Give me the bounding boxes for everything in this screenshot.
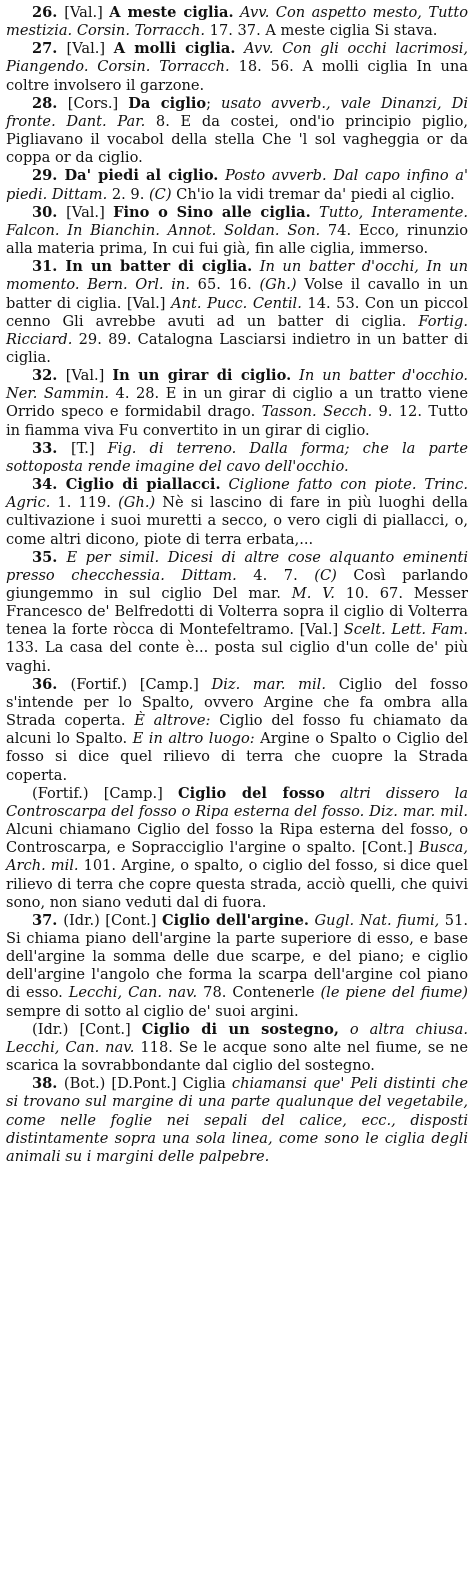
body-text: 51. Si chiama piano dell'argine la parte superiore di esso, e base dell'argine la somma delle due scarpe, e del piano; e ciglio dell'argine l'angolo che forma la scarpa dell'argine col piano di esso.	[6, 911, 468, 1002]
italic-text: Posto avverb. Dal capo infino a' piedi. Dittam.	[6, 167, 468, 203]
entry-32	[6, 367, 468, 440]
body-text: (Idr.) [Cont.]	[63, 911, 162, 929]
entry-number: 29.	[32, 167, 65, 185]
italic-text: Tutto, Interamente. Falcon. In Bianchin. Annot. Soldan. Son.	[6, 203, 469, 239]
italic-text: (Gh.)	[118, 494, 156, 512]
italic-text: (C)	[314, 566, 337, 584]
italic-text: In un batter d'occhi, In un momento. Bern. Orl. in.	[6, 258, 468, 294]
italic-text: Lecchi, Can. nav.	[68, 984, 198, 1002]
body-text: 2. 9.	[107, 185, 149, 203]
headword: In un batter di ciglia.	[65, 258, 253, 276]
entry-36-ciglio-del-fosso	[6, 785, 468, 912]
body-text: 4. 7.	[236, 566, 315, 584]
body-text: 17. 37. A meste ciglia Si stava.	[205, 22, 438, 40]
body-text: 14. 53. Con un piccol cenno Gli avrebbe avuti ad un batter di ciglia.	[6, 294, 468, 330]
entry-26	[6, 4, 468, 40]
entry-30	[6, 204, 468, 258]
italic-text: In un batter d'occhio. Ner. Sammin.	[6, 367, 469, 403]
body-text: [T.]	[70, 439, 108, 457]
body-text: 29. 89. Catalogna Lasciarsi indietro in un batter di ciglia.	[6, 330, 468, 366]
body-text: (Bot.) [D.Pont.] Ciglia	[63, 1075, 232, 1093]
italic-text: Ciglione fatto con piote. Trinc. Agric.	[6, 476, 468, 512]
entry-number: 36.	[32, 675, 71, 693]
body-text: 65. 16.	[189, 276, 260, 294]
entry-number: 37.	[32, 911, 64, 929]
body-text: 118. Se le acque sono alte nel fiume, se ne scarica la sovrabbondante dal ciglio del sostegno.	[6, 1038, 468, 1075]
italic-text: Tasson. Secch.	[261, 403, 373, 421]
headword: In un girar di ciglio.	[112, 367, 292, 385]
italic-text: (le piene del fiume)	[320, 984, 469, 1002]
entry-number: 30.	[32, 203, 67, 221]
body-text: [Cors.]	[67, 94, 129, 112]
italic-text: M. V.	[291, 585, 335, 602]
entry-number: 38.	[32, 1075, 64, 1093]
italic-text: Avv. Con aspetto mesto, Tutto mestizia. Corsin. Torracch.	[6, 4, 469, 40]
entry-29	[6, 167, 468, 203]
headword: Ciglio di un sostegno,	[141, 1020, 339, 1038]
body-text: Ciglio del fosso fu chiamato da alcuni lo Spalto.	[6, 712, 468, 748]
headword: Ciglio di piallacci.	[65, 476, 221, 494]
italic-text: Fortig. Ricciard.	[6, 312, 468, 348]
entry-38	[6, 1075, 468, 1166]
body-text: 1. 119.	[50, 494, 119, 512]
body-text: Ch'io la vidi tremar da' piedi al ciglio.	[171, 185, 455, 203]
body-text: ;	[206, 94, 222, 112]
italic-text: Gugl. Nat. fiumi,	[308, 911, 440, 929]
body-text: Così parlando giungemmo in sul ciglio Del mar.	[6, 566, 469, 602]
body-text: 10. 67. Messer Francesco de' Belfredotti di Volterra sopra il ciglio di Volterra tenea la forte ròcca di Montefeltramo. [Val.]	[6, 585, 468, 639]
body-text: 8. E da costei, ond'io principio piglio, Pigliavano il vocabol della stella Che 'l sol vagheggia or da coppa or da ciglio.	[6, 112, 468, 167]
entry-number: 35.	[32, 548, 67, 566]
body-text: Ciglio del fosso s'intende per lo Spalto, ovvero Argine che fa ombra alla Strada coperta.	[6, 675, 468, 730]
entry-number: 26.	[32, 4, 65, 21]
italic-text: altri dissero la Controscarpa del fosso o Ripa esterna del fosso. Diz. mar. mil.	[6, 784, 468, 820]
entry-35	[6, 549, 468, 676]
body-text: Nè si lascino di fare in più luoghi della cultivazione i suoi muretti a secco, o vero cigli di piallacci, o, come altri dicono, piote di terra erbata,...	[6, 494, 469, 548]
entry-number: 31.	[32, 258, 66, 276]
body-text: [Val.]	[66, 40, 114, 58]
body-text: (Fortif.) [Camp.]	[32, 784, 179, 802]
body-text: [Val.]	[64, 4, 110, 21]
italic-text: Scelt. Lett. Fam.	[343, 621, 468, 639]
body-text: sempre di sotto al ciglio de' suoi argini.	[6, 1002, 299, 1020]
entry-37	[6, 912, 468, 1021]
italic-text: Diz. mar. mil.	[211, 675, 326, 693]
entry-28	[6, 95, 468, 168]
body-text: [Val.]	[66, 203, 114, 221]
body-text: 74. Ecco, rinunzio alla materia prima, In cui fui già, fin alle ciglia, immerso.	[6, 221, 468, 258]
entry-number: 33.	[32, 439, 71, 457]
body-text: 133. La casa del conte è... posta sul ciglio d'un colle de' più vaghi.	[6, 639, 468, 675]
body-text: (Fortif.) [Camp.]	[70, 675, 212, 693]
headword: Ciglio del fosso	[178, 784, 325, 802]
entry-number: 34.	[32, 476, 66, 494]
body-text: [Val.]	[65, 367, 113, 385]
italic-text: usato avverb., vale Dinanzi, Di fronte. Dant. Par.	[6, 94, 468, 130]
italic-text: Fig. di terreno. Dalla forma; che la parte sottoposta rende imagine del cavo dell'occhio.	[6, 439, 468, 475]
entry-34	[6, 476, 468, 549]
entry-36	[6, 676, 468, 785]
entry-27	[6, 40, 468, 94]
entry-33	[6, 440, 468, 476]
italic-text: Busca, Arch. mil.	[6, 839, 468, 875]
body-text: 101. Argine, o spalto, o ciglio del fosso, si dice quel rilievo di terra che copre questa strada, acciò quelli, che quivi sono, non siano veduti dal di fuora.	[6, 857, 468, 911]
body-text: Argine o Spalto o Ciglio del fosso si dice quel rilievo di terra che cuopre la Strada coperta.	[6, 730, 468, 784]
headword: A meste ciglia.	[109, 4, 234, 21]
italic-text: E per simil. Dicesi di altre cose alquanto eminenti presso checchessia. Dittam.	[6, 548, 468, 584]
entry-37-ciglio-di-un-sostegno	[6, 1021, 468, 1075]
italic-text: (C)	[148, 185, 172, 203]
italic-text: chiamansi que' Peli distinti che si trovano sul margine di una parte qualunque del vegetabile, come nelle foglie nei sepali del calice, ecc., disposti distintamente sopra una sola linea, come sono le ciglia degli animali su i margini delle palpebre.	[6, 1075, 468, 1165]
body-text: 18. 56. A molli ciglia In una coltre involsero il garzone.	[6, 58, 469, 94]
entry-number: 27.	[32, 40, 67, 58]
italic-text: Ant. Pucc. Centil.	[171, 294, 302, 312]
headword: Ciglio dell'argine.	[161, 911, 309, 929]
body-text: Volse il cavallo in un batter di ciglia. [Val.]	[6, 276, 468, 312]
italic-text: E in altro luogo:	[132, 730, 255, 748]
italic-text: o altra chiusa. Lecchi, Can. nav.	[6, 1020, 468, 1056]
entry-number: 32.	[32, 367, 66, 385]
italic-text: È altrove:	[134, 712, 211, 730]
body-text: 4. 28. E in un girar di ciglio a un tratto viene Orrido speco e formidabil drago.	[6, 385, 468, 421]
entry-number: 28.	[32, 94, 68, 112]
entry-31	[6, 258, 468, 367]
body-text: 78. Contenerle	[197, 984, 321, 1002]
body-text: (Idr.) [Cont.]	[32, 1020, 142, 1038]
italic-text: (Gh.)	[259, 276, 297, 294]
headword: A molli ciglia.	[113, 40, 236, 58]
italic-text: Avv. Con gli occhi lacrimosi, Piangendo. Corsin. Torracch.	[6, 40, 468, 76]
body-text: Alcuni chiamano Ciglio del fosso la Ripa esterna del fosso, o Controscarpa, e Sopracciglio l'argine o spalto. [Cont.]	[6, 821, 468, 857]
headword: Da' piedi al ciglio.	[64, 167, 219, 185]
headword: Fino o Sino alle ciglia.	[113, 203, 311, 221]
headword: Da ciglio	[128, 94, 207, 112]
body-text: 9. 12. Tutto in fiamma viva Fu convertito in un girar di ciglio.	[6, 403, 469, 439]
